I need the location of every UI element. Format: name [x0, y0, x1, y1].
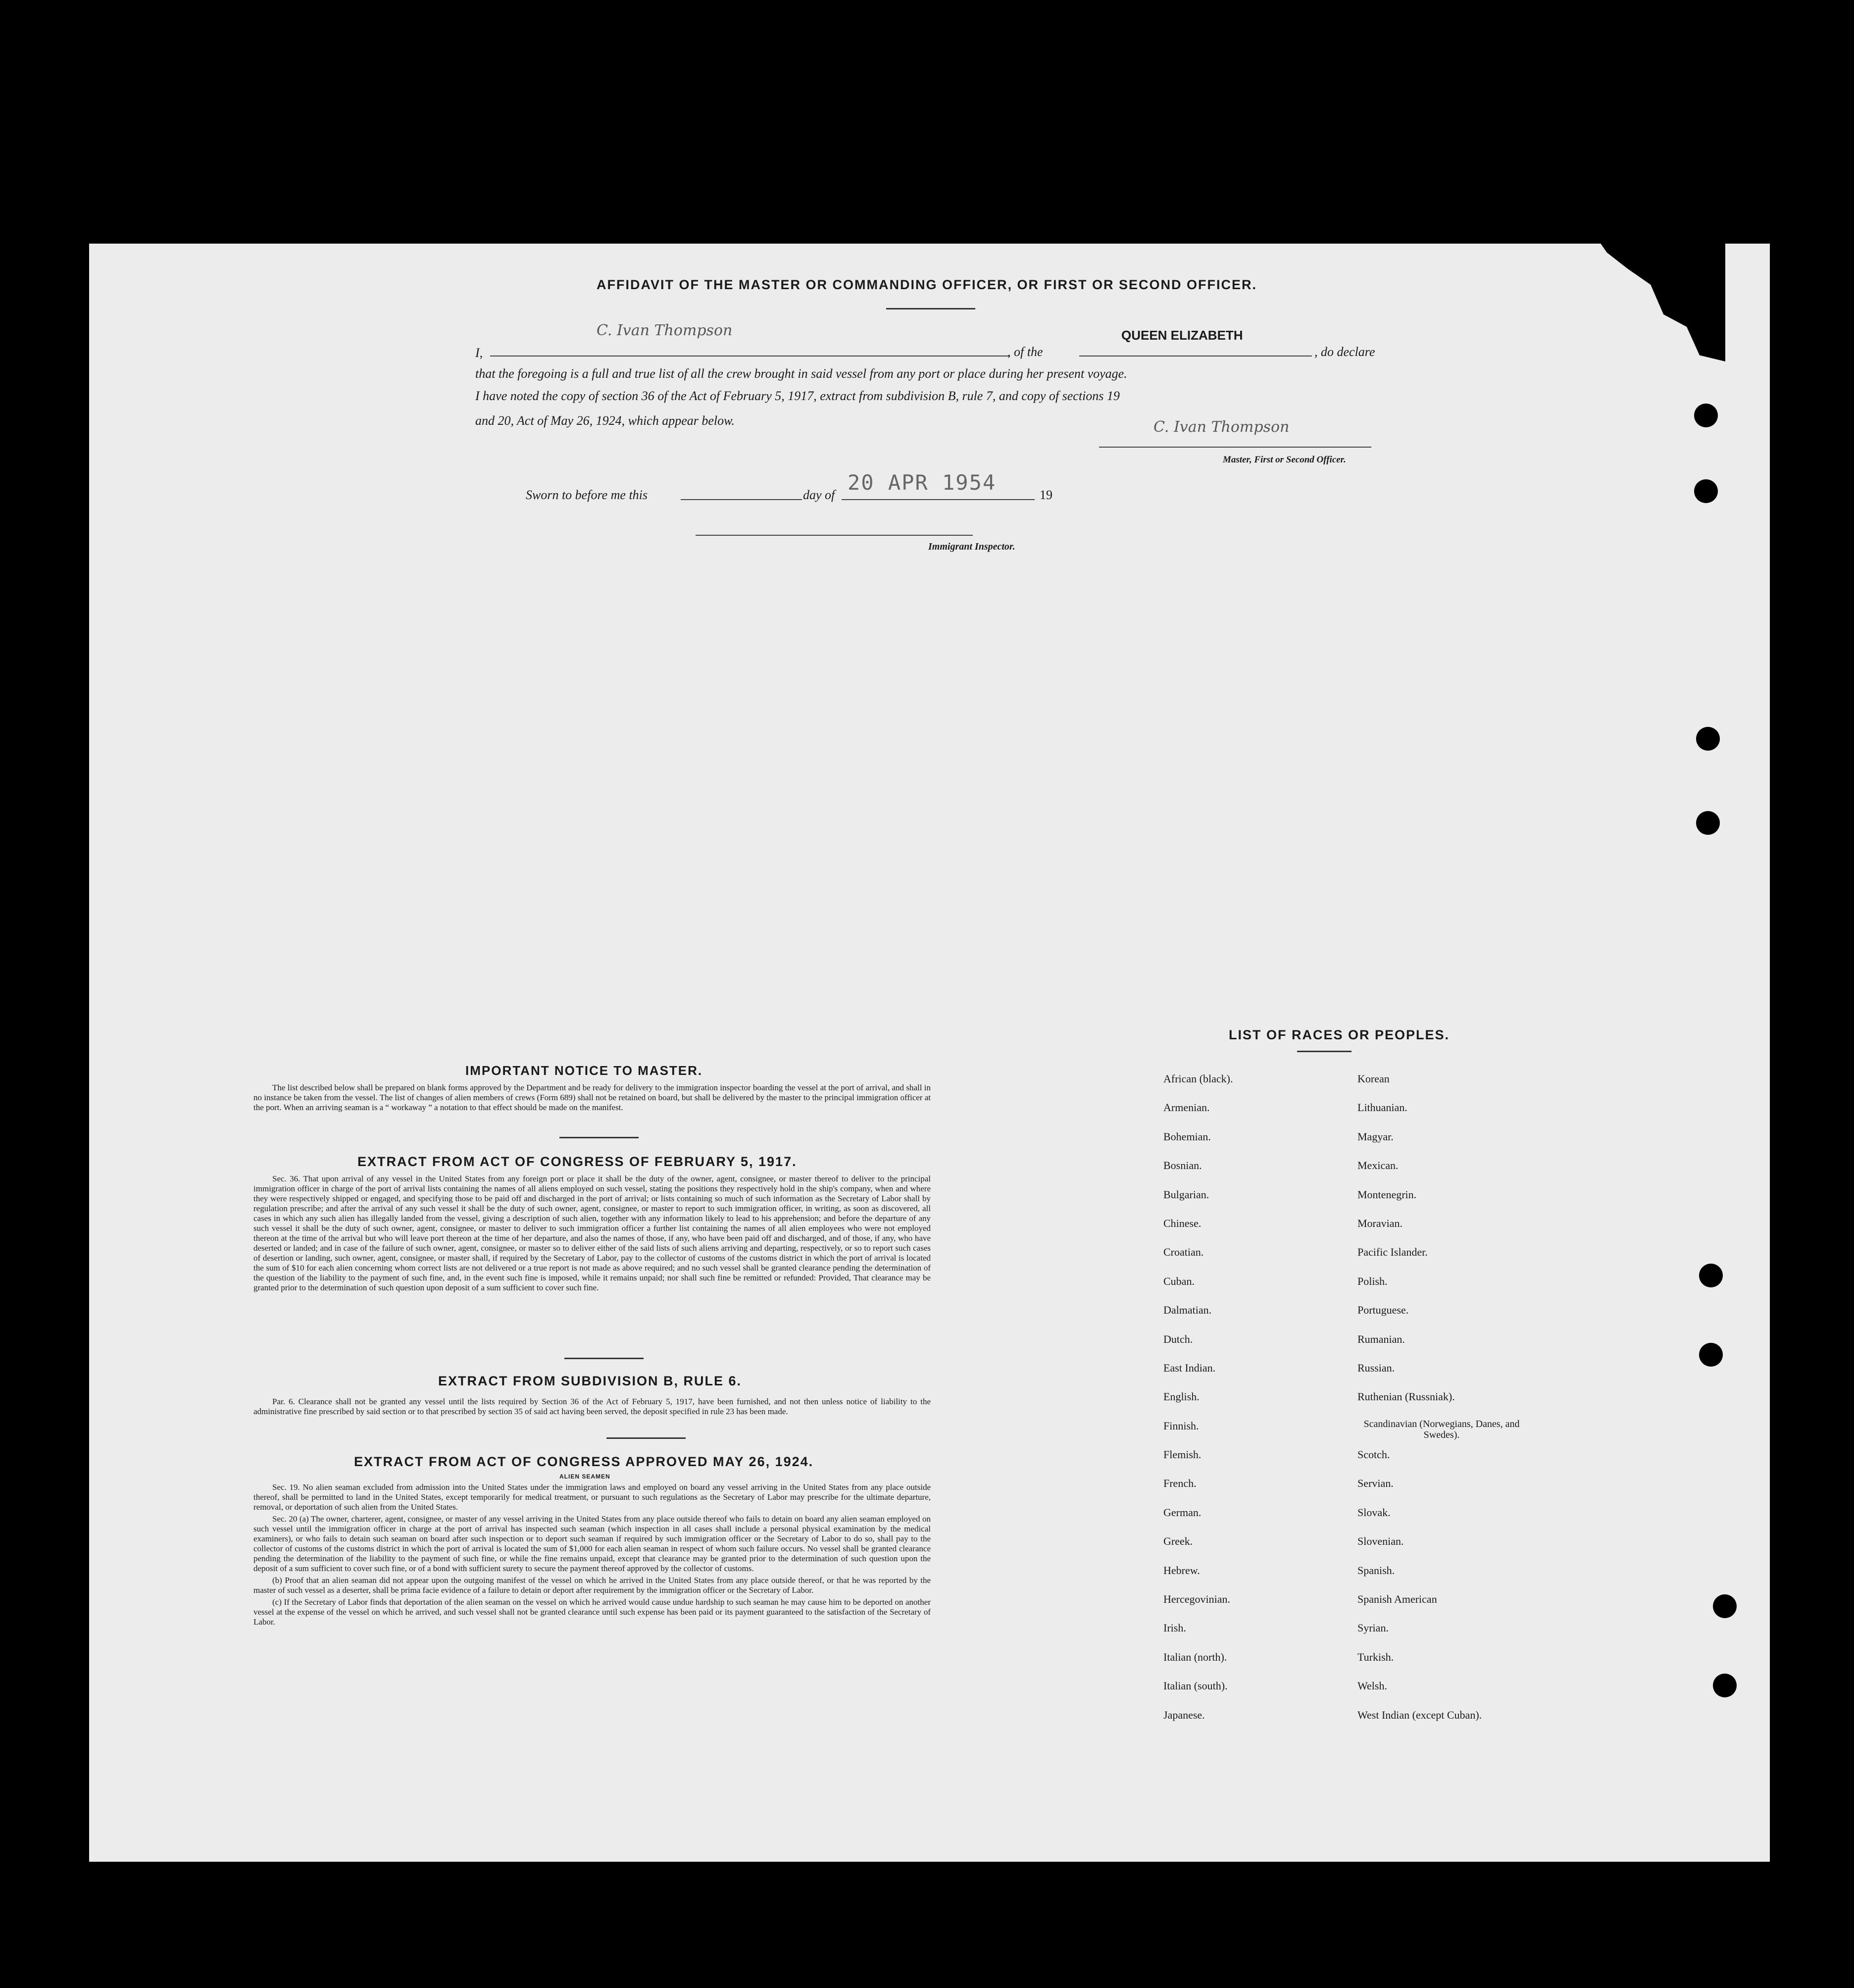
race-item: Croatian. [1163, 1246, 1204, 1259]
race-item: Servian. [1357, 1477, 1394, 1490]
race-item: Moravian. [1357, 1217, 1403, 1229]
races-title: LIST OF RACES OR PEOPLES. [1229, 1027, 1450, 1042]
race-item: Bulgarian. [1163, 1188, 1209, 1201]
race-item: Korean [1357, 1072, 1390, 1085]
race-item: West Indian (except Cuban). [1357, 1708, 1482, 1721]
race-item: Spanish American [1357, 1593, 1437, 1606]
races-right-column [1357, 1071, 1536, 1736]
race-item: Syrian. [1357, 1622, 1389, 1634]
binder-hole [1696, 727, 1720, 751]
race-item: Dalmatian. [1163, 1304, 1212, 1317]
affidavit-title: AFFIDAVIT OF THE MASTER OR COMMANDING OFFICER, OR FIRST OR SECOND OFFICER. [597, 277, 1257, 292]
sworn-label: Sworn to before me this [526, 488, 648, 502]
race-item: Bohemian. [1163, 1130, 1211, 1143]
race-item: Italian (south). [1163, 1680, 1228, 1692]
affidavit-line-1: that the foregoing is a full and true list of all the crew brought in said vessel from any port or place during her present voyage. [475, 366, 1127, 381]
race-item: Ruthenian (Russniak). [1357, 1390, 1455, 1403]
race-item: Hercegovinian. [1163, 1593, 1230, 1606]
extract-rule6-title: EXTRACT FROM SUBDIVISION B, RULE 6. [438, 1374, 742, 1388]
race-item: Greek. [1163, 1535, 1193, 1548]
race-item: Russian. [1357, 1361, 1395, 1374]
section-20a-paragraph: Sec. 20 (a) The owner, charterer, agent, consignee, or master of any vessel arriving in the United States from any place outside thereof who fails to detain on board any alien seaman employed on such vessel until the immigration officer in charge at the port of arrival has inspected such seaman (which inspection in all cases shall include a personal physical examination by the medical examiners), or who fails to detain such seaman on board after such inspection or to deport such seaman if required by such immigration officer or the Secretary of Labor to do so, shall pay to the collector of customs of the customs district in which the port of arrival is located the sum of $1,000 for each alien seaman in respect of whom such failure occurs. No vessel shall be granted clearance pending the determination of the liability to the payment of such fine, or while the fine remains unpaid, except that clearance may be granted prior to the determination of such question upon the deposit of a sum sufficient to cover such fine, or of a bond with sufficient surety to secure the payment thereof approved by the collector of customs. [253, 1514, 931, 1573]
affidavit-line-2: I have noted the copy of section 36 of the Act of February 5, 1917, extract from subdivision B, rule 7, and copy of sections 19 [475, 389, 1120, 403]
binder-hole [1696, 811, 1720, 835]
extract-1917-body [253, 1174, 931, 1295]
affidavit-line-3: and 20, Act of May 26, 1924, which appear below. [475, 413, 735, 428]
race-item: Armenian. [1163, 1101, 1210, 1114]
race-item: Polish. [1357, 1274, 1388, 1287]
race-item: Bosnian. [1163, 1159, 1202, 1172]
vessel-name: QUEEN ELIZABETH [1121, 328, 1243, 343]
section-20b-paragraph: (b) Proof that an alien seaman did not appear upon the outgoing manifest of the vessel on which he arrived in the United States from any place outside thereof, or that he was reported by the master of such vessel as a deserter, shall be prima facie evidence of a failure to detain or deport after requirement by the immigration officer or the Secretary of Labor. [253, 1576, 931, 1595]
race-item: German. [1163, 1506, 1202, 1519]
master-name-signature: C. Ivan Thompson [597, 322, 733, 339]
binder-hole [1713, 1674, 1737, 1697]
race-item: Magyar. [1357, 1130, 1394, 1143]
race-item: Dutch. [1163, 1332, 1193, 1345]
master-caption: Master, First or Second Officer. [1223, 455, 1346, 465]
race-item: Hebrew. [1163, 1564, 1200, 1577]
section-20c-paragraph: (c) If the Secretary of Labor finds that deportation of the alien seaman on the vessel on which he arrived would cause undue hardship to such seaman he may cause him to be deported on another vessel at the expense of the vessel on which he arrived, and such vessel shall not be granted clearance until such expense has been paid or its payment guaranteed to the satisfaction of the Secretary of Labor. [253, 1597, 931, 1627]
race-item: Chinese. [1163, 1217, 1202, 1229]
day-of-label: day of [803, 488, 835, 502]
race-item: Japanese. [1163, 1708, 1205, 1721]
race-item: Slovak. [1357, 1506, 1391, 1519]
master-signature: C. Ivan Thompson [1153, 418, 1290, 436]
binder-hole [1694, 404, 1718, 427]
race-item: Welsh. [1357, 1680, 1387, 1692]
extract-rule6-body [253, 1397, 931, 1419]
race-item: African (black). [1163, 1072, 1233, 1085]
notice-body [253, 1083, 931, 1115]
race-item: Scandinavian (Norwegians, Danes, and Swedes). [1363, 1418, 1520, 1440]
race-item: Spanish. [1357, 1564, 1395, 1577]
date-stamp: 20 APR 1954 [848, 470, 997, 495]
binder-hole [1694, 479, 1718, 503]
inspector-line [696, 535, 973, 536]
race-item: Rumanian. [1357, 1332, 1405, 1345]
race-item: Mexican. [1357, 1159, 1399, 1172]
race-item: Slovenian. [1357, 1535, 1404, 1548]
race-item: Finnish. [1163, 1419, 1199, 1432]
binder-hole [1699, 1343, 1723, 1367]
alien-seamen-subtitle: ALIEN SEAMEN [559, 1473, 610, 1480]
year-label: 19 [1040, 488, 1052, 502]
divider [559, 1137, 639, 1138]
race-item: Cuban. [1163, 1274, 1195, 1287]
binder-hole [1699, 1264, 1723, 1287]
race-item: Turkish. [1357, 1650, 1394, 1663]
race-item: Pacific Islander. [1357, 1246, 1428, 1259]
race-item: Lithuanian. [1357, 1101, 1407, 1114]
sworn-day-blank [681, 499, 802, 500]
name-blank [490, 356, 1010, 357]
sworn-month-blank [842, 499, 1035, 500]
race-item: Irish. [1163, 1622, 1186, 1634]
race-item: Flemish. [1163, 1448, 1202, 1461]
extract-1917-title: EXTRACT FROM ACT OF CONGRESS OF FEBRUARY 5, 1917. [357, 1154, 797, 1169]
do-declare-label: , do declare [1314, 345, 1375, 359]
divider [564, 1358, 644, 1359]
extract-1924-body [253, 1482, 931, 1629]
vessel-blank [1079, 356, 1312, 357]
race-item: East Indian. [1163, 1361, 1216, 1374]
race-item: English. [1163, 1390, 1200, 1403]
race-item: Italian (north). [1163, 1650, 1227, 1663]
divider [886, 308, 975, 309]
race-item: Portuguese. [1357, 1304, 1409, 1317]
divider [606, 1437, 686, 1439]
binder-hole [1713, 1594, 1737, 1618]
section-19-paragraph: Sec. 19. No alien seaman excluded from admission into the United States under the immigration laws and employed on board any vessel arriving in the United States from any place outside thereof, shall be permitted to land in the United States, except temporarily for medical treatment, or pursuant to such regulations as the Secretary of Labor may prescribe for the ultimate departure, removal, or deportation of such alien from the United States. [253, 1482, 931, 1512]
race-item: French. [1163, 1477, 1197, 1490]
notice-title: IMPORTANT NOTICE TO MASTER. [465, 1063, 703, 1078]
inspector-caption: Immigrant Inspector. [928, 541, 1015, 552]
notice-paragraph: The list described below shall be prepared on blank forms approved by the Department and be ready for delivery to the immigration inspector boarding the vessel at the port of arrival, and shall in no instance be taken from the vessel. The list of changes of alien members of crews (Form 689) shall not be retained on board, but shall be delivered by the master to the principal immigration officer at the port. When an arriving seaman is a “ workaway ” a notation to that effect should be made on the manifest. [253, 1083, 931, 1112]
section-36-paragraph: Sec. 36. That upon arrival of any vessel in the United States from any foreign port or place it shall be the duty of the owner, agent, consignee, or master thereof to deliver to the principal immigration officer in charge of the port of arrival lists containing the names of all aliens employed on such vessel, stating the positions they respectively hold in the ship's company, when and where they were respectively shipped or engaged, and specifying those to be paid off and discharged in the port of arrival; or lists containing so much of such information as the Secretary of Labor shall by regulation prescribe; and after the arrival of any such vessel it shall be the duty of such owner, agent, consignee, or master to report to such immigration officer, in writing, as soon as discovered, all cases in which any such alien has illegally landed from the vessel, giving a description of such alien, together with any information likely to lead to his apprehension; and before the departure of any such vessel it shall be the duty of such owner, agent, consignee, or master to deliver to such immigration officer a further list containing the names of all alien employees who were not employed thereon at the time of the arrival but who will leave port thereon at the time of her departure, and also the names of those, if any, who have been paid off and discharged, and of those, if any, who have deserted or landed; and in case of the failure of such owner, agent, consignee, or master so to deliver either of the said lists of such aliens arriving and departing, respectively, or so to report such cases of desertion or landing, such owner, agent, consignee, or master shall, if required by the Secretary of Labor, pay to the collector of customs of the customs district in which the port of arrival is located the sum of $10 for each alien concerning whom correct lists are not delivered or a true report is not made as above required; and no such vessel shall be granted clearance pending the determination of the question of the liability to the payment of such fine, and, in the event such fine is imposed, while it remains unpaid; nor shall such fine be remitted or refunded: Provided, That clearance may be granted prior to the determination of such question upon deposit of a sum sufficient to cover such fine. [253, 1174, 931, 1292]
extract-1924-title: EXTRACT FROM ACT OF CONGRESS APPROVED MAY 26, 1924. [354, 1454, 814, 1469]
divider [1297, 1051, 1352, 1052]
of-the-label: , of the [1007, 345, 1043, 359]
signature-line [1099, 447, 1371, 448]
i-label: I, [475, 346, 483, 360]
races-left-column [1163, 1071, 1327, 1736]
race-item: Montenegrin. [1357, 1188, 1417, 1201]
race-item: Scotch. [1357, 1448, 1390, 1461]
rule-6-paragraph: Par. 6. Clearance shall not be granted any vessel until the lists required by Section 36 of the Act of February 5, 1917, have been furnished, and not then unless notice of liability to the administrative fine prescribed by said section or to that prescribed by section 35 of said act having been served, the deposit specified in rule 23 has been made. [253, 1397, 931, 1416]
